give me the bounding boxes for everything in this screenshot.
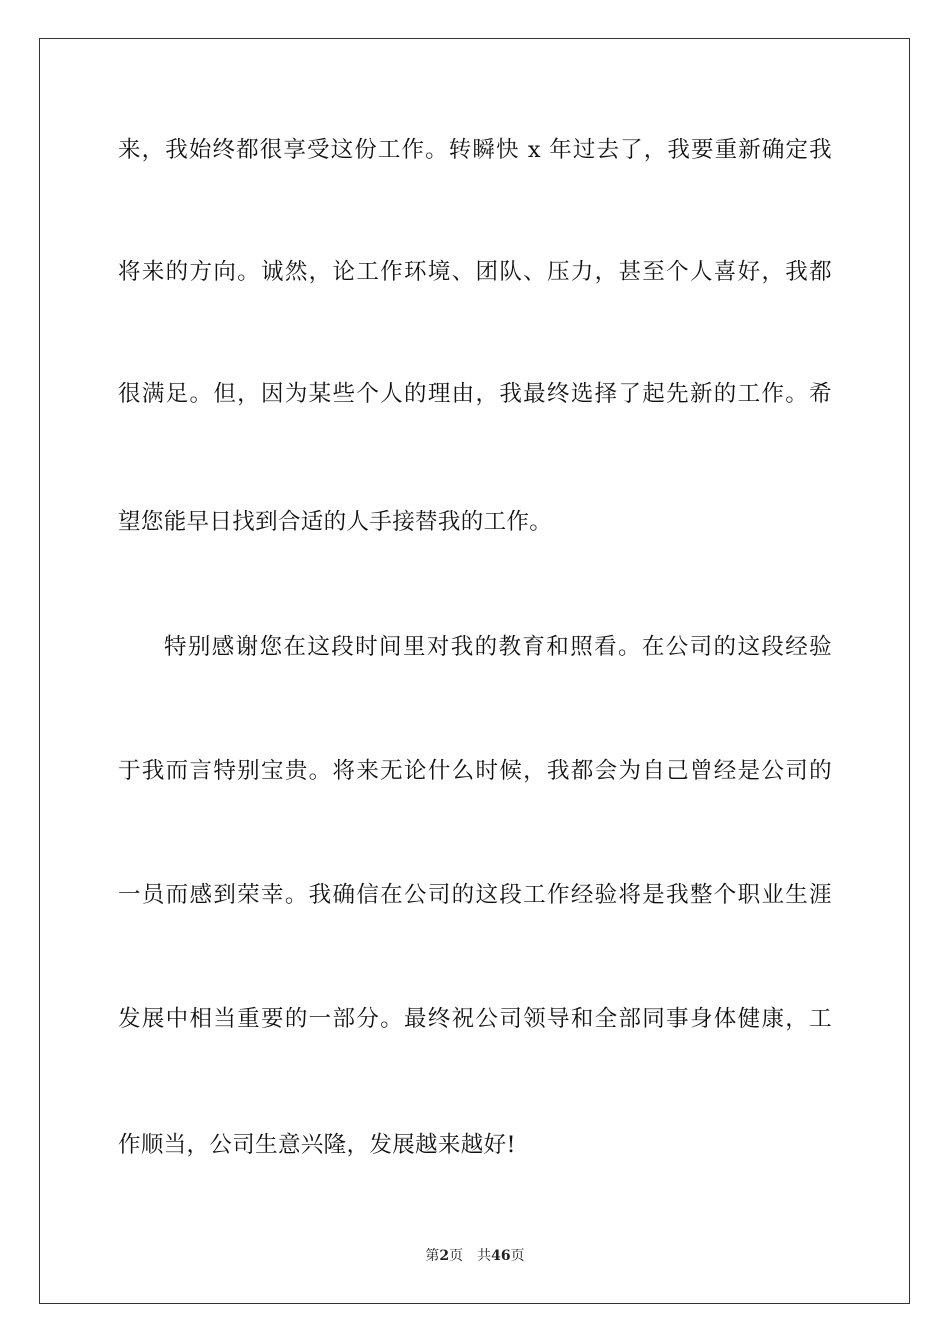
paragraph-line: 将来的方向。诚然，论工作环境、团队、压力，甚至个人喜好，我都 <box>118 259 832 285</box>
page-footer <box>0 1246 950 1266</box>
total-pages: 46 <box>491 1248 511 1264</box>
paragraph-line-indented: 特别感谢您在这段时间里对我的教育和照看。在公司的这段经验 <box>164 634 832 660</box>
paragraph-line: 于我而言特别宝贵。将来无论什么时候，我都会为自己曾经是公司的 <box>118 758 832 784</box>
page-number: 2 <box>439 1248 450 1264</box>
paragraph-line: 来，我始终都很享受这份工作。转瞬快 x 年过去了，我要重新确定我 <box>118 137 832 163</box>
paragraph-line: 望您能早日找到合适的人手接替我的工作。 <box>118 509 553 535</box>
paragraph-line: 发展中相当重要的一部分。最终祝公司领导和全部同事身体健康，工 <box>118 1006 832 1032</box>
paragraph-line: 作顺当，公司生意兴隆，发展越来越好! <box>118 1132 516 1158</box>
paragraph-line: 一员而感到荣幸。我确信在公司的这段工作经验将是我整个职业生涯 <box>118 882 832 908</box>
page-frame <box>39 38 910 1304</box>
page-suffix: 页 <box>449 1248 464 1264</box>
paragraph-line: 很满足。但，因为某些个人的理由，我最终选择了起先新的工作。希 <box>118 381 832 407</box>
page-prefix: 第 <box>425 1248 440 1264</box>
total-suffix: 页 <box>510 1248 525 1264</box>
total-prefix: 共 <box>477 1248 492 1264</box>
